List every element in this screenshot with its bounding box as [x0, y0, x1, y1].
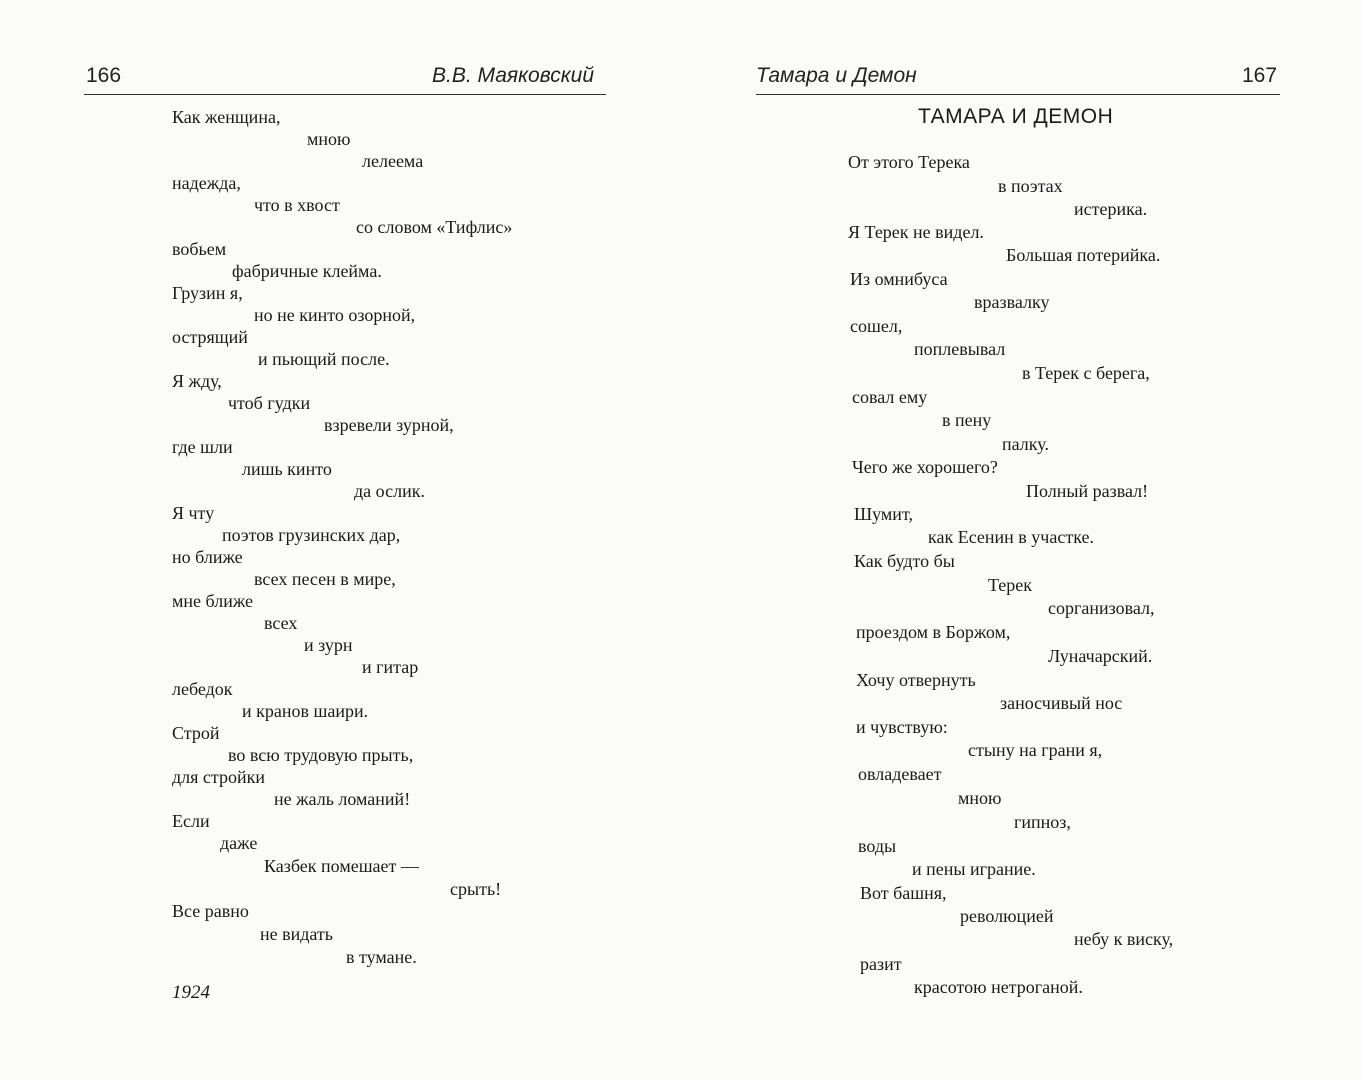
poem-line: Я Терек не видел. — [848, 222, 984, 242]
poem-line: поэтов грузинских дар, — [222, 525, 401, 545]
poem-line: красотою нетроганой. — [914, 977, 1083, 997]
poem-line: лишь кинто — [242, 459, 332, 479]
poem-line: в пену — [942, 410, 992, 430]
poem-line: Чего же хорошего? — [852, 457, 998, 477]
poem-line: небу к виску, — [1074, 929, 1174, 949]
poem-line: Луначарский. — [1048, 646, 1153, 666]
poem-line: поплевывал — [914, 339, 1006, 359]
poem-line: гипноз, — [1014, 812, 1071, 832]
poem-line: но не кинто озорной, — [254, 305, 416, 325]
poem-line: революцией — [960, 906, 1054, 926]
poem-line: Казбек помешает — — [264, 856, 419, 876]
poem-line: что в хвост — [254, 195, 340, 215]
poem-line: в поэтах — [998, 176, 1063, 196]
poem-line: Грузин я, — [172, 283, 243, 303]
poem-line: не видать — [260, 924, 334, 944]
left-page — [0, 0, 680, 1080]
running-head-right: Тамара и Демон — [756, 64, 917, 87]
poem-line: но ближе — [172, 547, 243, 567]
poem-line: и чувствую: — [856, 717, 948, 737]
poem-line: Большая потерийка. — [1006, 245, 1161, 265]
poem-line: и гитар — [362, 657, 419, 677]
poem-line: Как будто бы — [854, 551, 955, 571]
poem-line: для стройки — [172, 767, 266, 787]
poem-line: лебедок — [172, 679, 233, 699]
poem-line: Я жду, — [172, 371, 222, 391]
poem-line: совал ему — [852, 387, 928, 407]
poem-line: сошел, — [850, 316, 903, 336]
poem-line: в тумане. — [346, 947, 417, 967]
poem-line: Шумит, — [854, 504, 913, 524]
poem-line: где шли — [172, 437, 233, 457]
poem-line: заносчивый нос — [1000, 693, 1123, 713]
poem-line: во всю трудовую прыть, — [228, 745, 414, 765]
poem-line: чтоб гудки — [228, 393, 311, 413]
poem-line: проездом в Боржом, — [856, 622, 1011, 642]
poem-line: овладевает — [858, 764, 942, 784]
poem-line: Терек — [988, 575, 1033, 595]
poem-line: Строй — [172, 723, 220, 743]
poem-line: Хочу отвернуть — [856, 670, 976, 690]
poem-line: вразвалку — [974, 292, 1050, 312]
poem-line: и пьющий после. — [258, 349, 390, 369]
poem-line: и зурн — [304, 635, 353, 655]
poem-line: лелеема — [362, 151, 424, 171]
poem-line: со словом «Тифлис» — [356, 217, 513, 237]
right-page — [680, 0, 1361, 1080]
header-rule-left — [84, 94, 606, 95]
page-number-left: 166 — [86, 64, 122, 87]
poem-line: острящий — [172, 327, 248, 347]
poem-line: всех песен в мире, — [254, 569, 396, 589]
poem-line: вобьем — [172, 239, 227, 259]
poem-line: Все равно — [172, 901, 249, 921]
poem-line: да ослик. — [354, 481, 425, 501]
poem-line: истерика. — [1074, 199, 1148, 219]
poem-line: сорганизовал, — [1048, 598, 1155, 618]
poem-line: в Терек с берега, — [1022, 363, 1150, 383]
poem-line: мною — [958, 788, 1002, 808]
poem-line: не жаль ломаний! — [274, 789, 411, 809]
poem-line: стыну на грани я, — [968, 740, 1103, 760]
poem-line: фабричные клейма. — [232, 261, 382, 281]
poem-line: надежда, — [172, 173, 241, 193]
poem-date: 1924 — [172, 982, 210, 1003]
poem-line: мне ближе — [172, 591, 254, 611]
header-rule-right — [756, 94, 1280, 95]
poem-line: срыть! — [450, 879, 502, 899]
poem-line: взревели зурной, — [324, 415, 454, 435]
poem-line: даже — [220, 833, 258, 853]
running-head-left: В.В. Маяковский — [432, 64, 595, 87]
poem-line: Я чту — [172, 503, 215, 523]
poem-line: мною — [307, 129, 351, 149]
poem-line: и кранов шаири. — [242, 701, 369, 721]
page-number-right: 167 — [1242, 64, 1278, 87]
poem-line: палку. — [1002, 434, 1049, 454]
poem-line: всех — [264, 613, 298, 633]
poem-line: Если — [172, 811, 210, 831]
poem-line: От этого Терека — [848, 152, 970, 172]
poem-line: разит — [860, 954, 902, 974]
poem-line: и пены играние. — [912, 859, 1036, 879]
poem-line: воды — [858, 836, 897, 856]
poem-line: Полный развал! — [1026, 481, 1149, 501]
poem-line: Как женщина, — [172, 107, 281, 127]
poem-line: Вот башня, — [860, 883, 947, 903]
poem-title: ТАМАРА И ДЕМОН — [918, 105, 1114, 128]
poem-line: как Есенин в участке. — [928, 527, 1094, 547]
poem-line: Из омнибуса — [850, 269, 948, 289]
